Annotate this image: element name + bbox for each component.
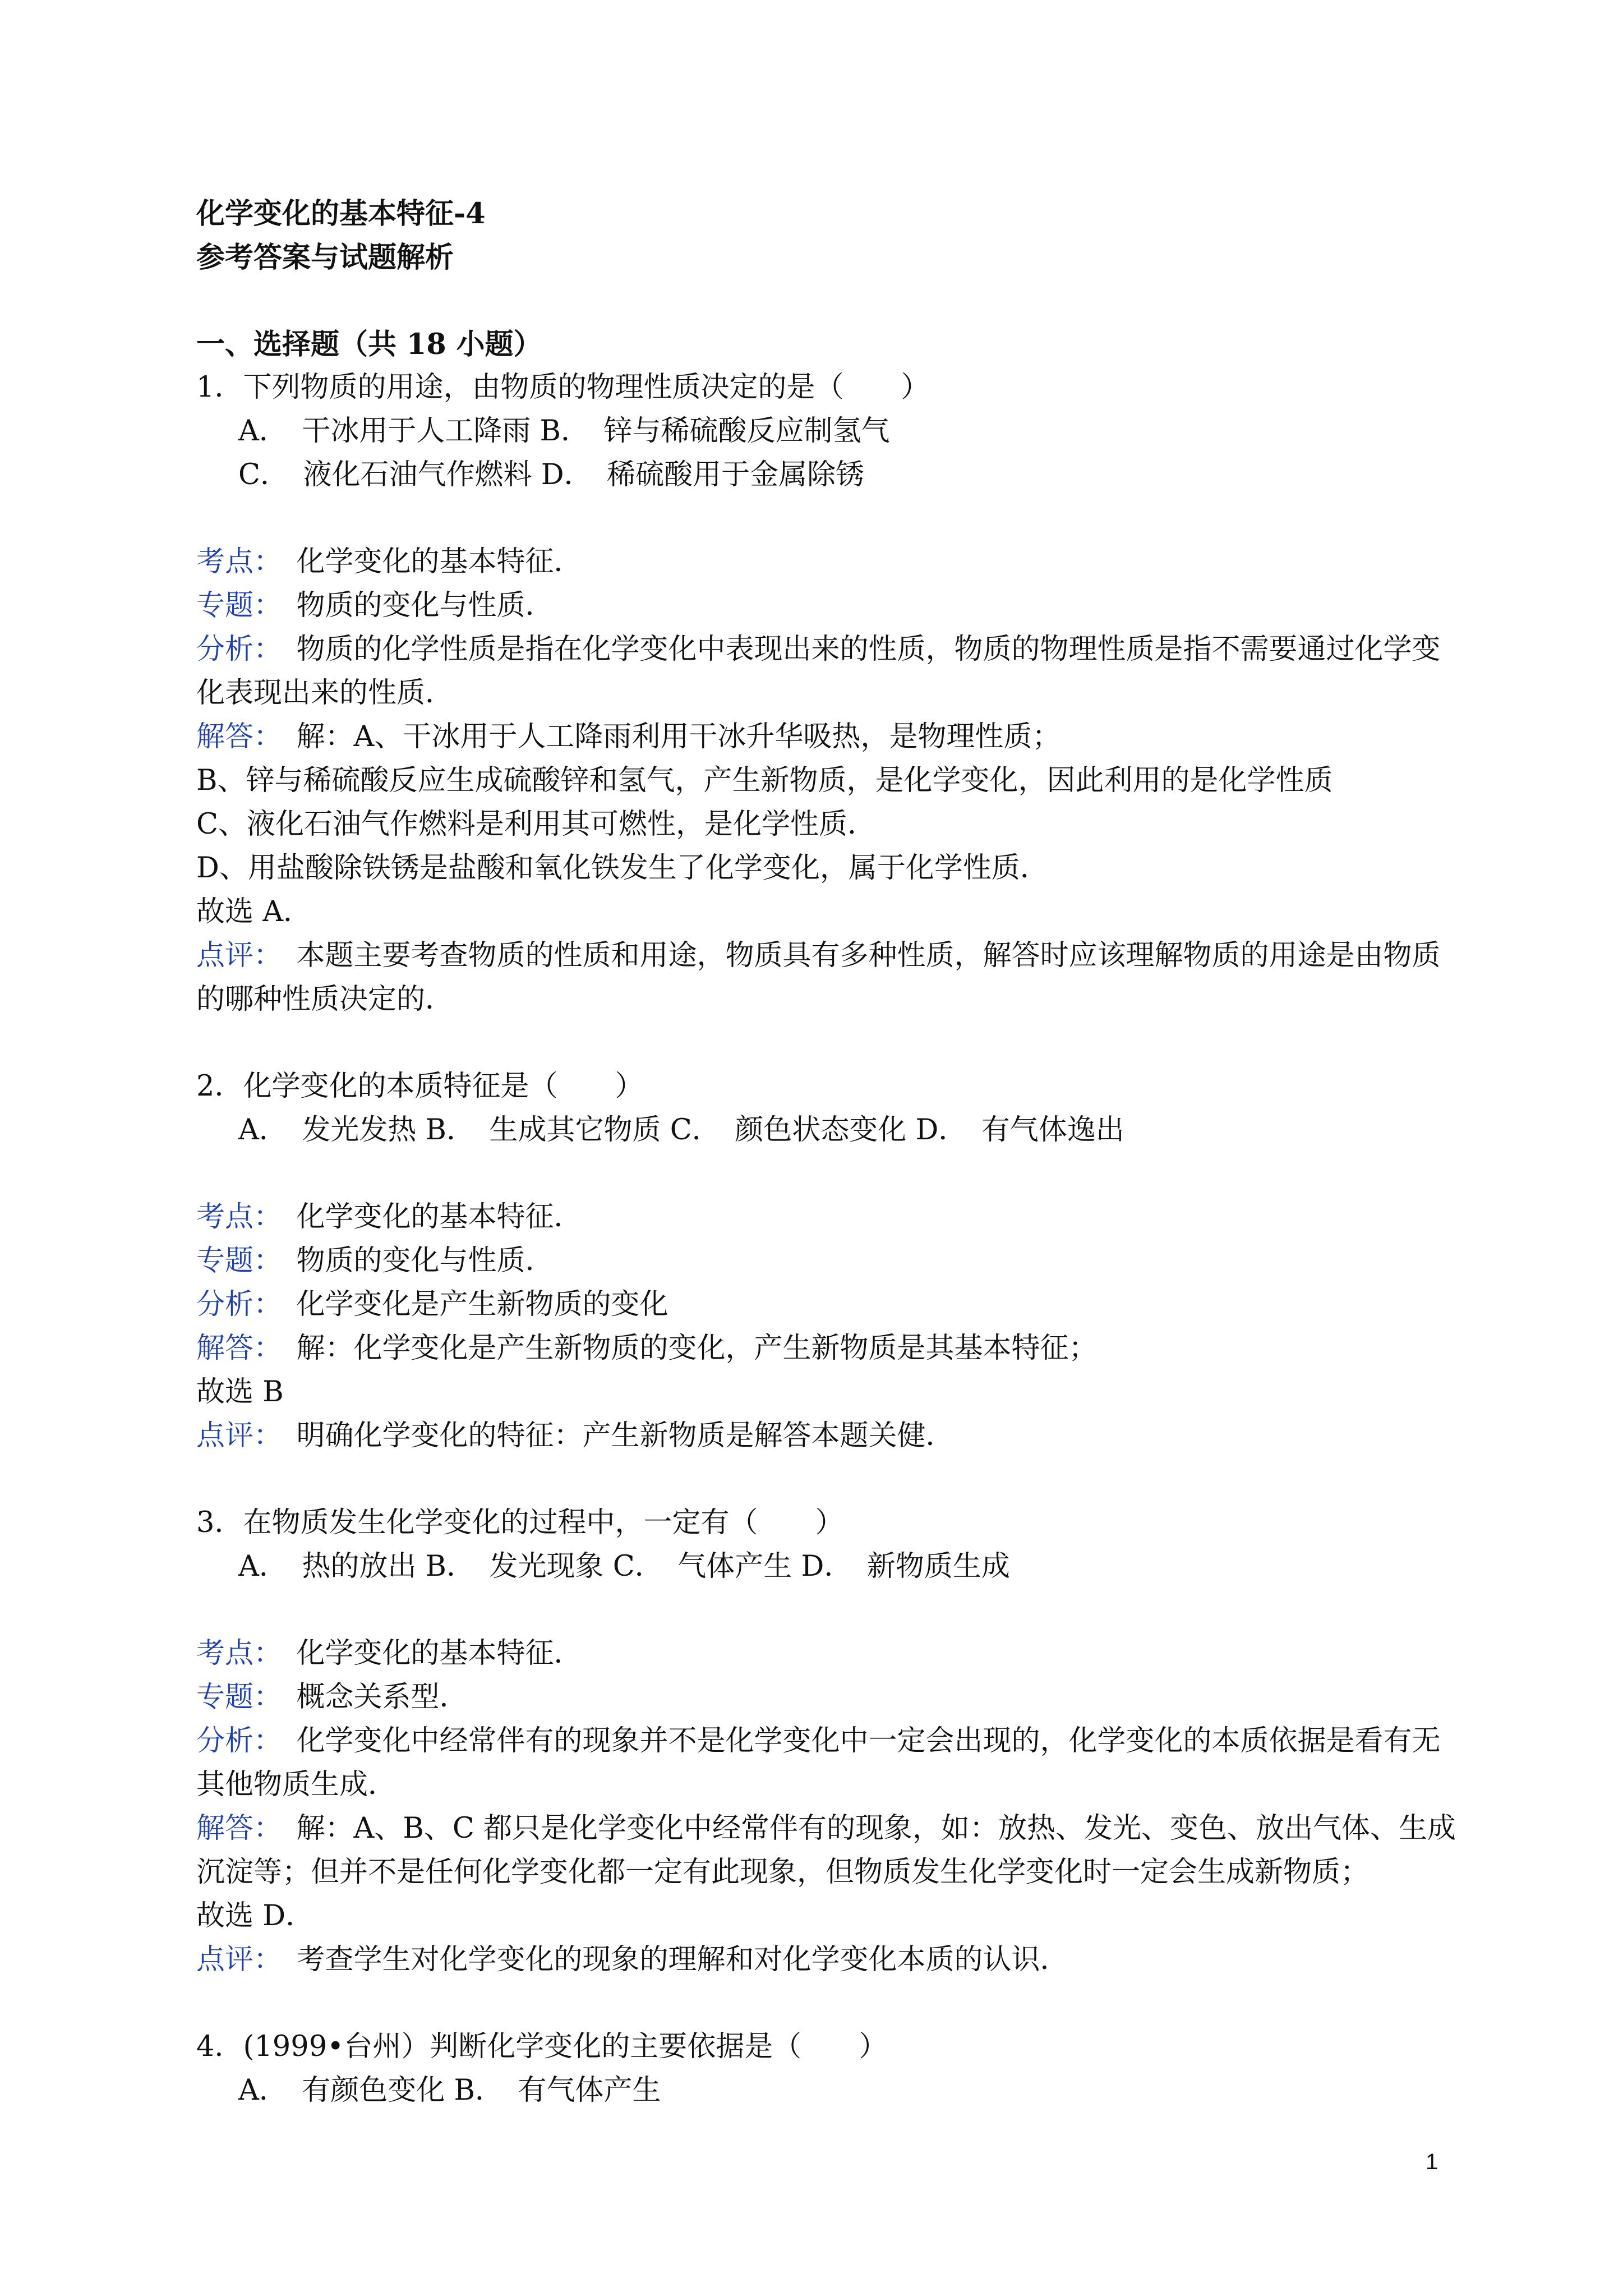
q1-fenxi-continued: 化表现出来的性质．	[196, 677, 454, 710]
question-1-stem: 1．下列物质的用途，由物质的物理性质决定的是（ ）	[196, 371, 930, 404]
q2-answer: 故选 B	[196, 1375, 284, 1409]
doc-subtitle: 参考答案与试题解析	[196, 241, 454, 274]
fenxi-label: 分析：	[196, 1724, 268, 1757]
q2-zhuanti-text: 物质的变化与性质．	[268, 1244, 554, 1277]
q3-zhuanti-row	[196, 1676, 468, 1719]
q1-jieda-line-d: D、用盐酸除铁锈是盐酸和氧化铁发生了化学变化，属于化学性质．	[196, 852, 1049, 885]
q1-zhuanti-text: 物质的变化与性质．	[268, 589, 554, 622]
jieda-label: 解答：	[196, 720, 268, 753]
q1-jieda-row	[196, 715, 1061, 759]
q3-dianping-row	[196, 1938, 1069, 1982]
zhuanti-label: 专题：	[196, 1681, 268, 1714]
question-1-options-row-1: A． 干冰用于人工降雨 B． 锌与稀硫酸反应制氢气	[238, 415, 890, 448]
question-2-stem: 2．化学变化的本质特征是（ ）	[196, 1070, 644, 1103]
kaodian-label: 考点：	[196, 1200, 268, 1234]
kaodian-label: 考点：	[196, 1637, 268, 1670]
q2-fenxi-text: 化学变化是产生新物质的变化	[268, 1288, 668, 1321]
question-2-options-row-1: A． 发光发热 B． 生成其它物质 C． 颜色状态变化 D． 有气体逸出	[238, 1114, 1124, 1147]
q1-zhuanti-row	[196, 584, 554, 628]
question-4-stem: 4．(1999•台州）判断化学变化的主要依据是（ ）	[196, 2030, 888, 2063]
q3-kaodian-text: 化学变化的基本特征．	[268, 1637, 583, 1670]
jieda-label: 解答：	[196, 1332, 268, 1365]
q2-jieda-row	[196, 1327, 1098, 1370]
q3-zhuanti-text: 概念关系型．	[268, 1681, 468, 1714]
q3-dianping-text: 考查学生对化学变化的现象的理解和对化学变化本质的认识．	[268, 1943, 1069, 1976]
doc-title: 化学变化的基本特征-4	[196, 197, 486, 231]
zhuanti-label: 专题：	[196, 589, 268, 622]
question-4-options-row-1: A． 有颜色变化 B． 有气体产生	[238, 2074, 661, 2107]
q3-jieda-row	[196, 1807, 1456, 1851]
jieda-label: 解答：	[196, 1812, 268, 1845]
question-1-options-row-2: C． 液化石油气作燃料 D． 稀硫酸用于金属除锈	[238, 458, 865, 491]
q2-kaodian-text: 化学变化的基本特征．	[268, 1200, 583, 1234]
q1-fenxi-text: 物质的化学性质是指在化学变化中表现出来的性质，物质的物理性质是指不需要通过化学变	[268, 633, 1441, 666]
q1-fenxi-row	[196, 628, 1441, 671]
q3-fenxi-text: 化学变化中经常伴有的现象并不是化学变化中一定会出现的，化学变化的本质依据是看有无	[268, 1724, 1441, 1757]
q1-dianping-continued: 的哪种性质决定的．	[196, 983, 454, 1016]
q1-jieda-text: 解：A、干冰用于人工降雨利用干冰升华吸热，是物理性质；	[268, 720, 1061, 753]
fenxi-label: 分析：	[196, 1288, 268, 1321]
q3-answer: 故选 D．	[196, 1899, 315, 1932]
page-number: 1	[1426, 2150, 1438, 2174]
q2-dianping-text: 明确化学变化的特征：产生新物质是解答本题关健．	[268, 1419, 955, 1452]
question-3-stem: 3．在物质发生化学变化的过程中，一定有（ ）	[196, 1506, 844, 1539]
q2-fenxi-row	[196, 1283, 668, 1327]
q3-jieda-continued: 沉淀等；但并不是任何化学变化都一定有此现象，但物质发生化学变化时一定会生成新物质；	[196, 1856, 1370, 1889]
dianping-label: 点评：	[196, 939, 268, 972]
question-3-options-row-1: A． 热的放出 B． 发光现象 C． 气体产生 D． 新物质生成	[238, 1550, 1010, 1583]
q2-zhuanti-row	[196, 1239, 554, 1283]
kaodian-label: 考点：	[196, 545, 268, 578]
q1-answer: 故选 A．	[196, 895, 312, 928]
q1-jieda-line-b: B、锌与稀硫酸反应生成硫酸锌和氢气，产生新物质，是化学变化，因此利用的是化学性质	[196, 764, 1333, 797]
q2-kaodian-row	[196, 1195, 583, 1239]
q1-dianping-text: 本题主要考查物质的性质和用途，物质具有多种性质，解答时应该理解物质的用途是由物质	[268, 939, 1441, 972]
q3-jieda-text: 解：A、B、C 都只是化学变化中经常伴有的现象，如：放热、发光、变色、放出气体、生成	[268, 1812, 1456, 1845]
q1-jieda-line-c: C、液化石油气作燃料是利用其可燃性，是化学性质．	[196, 808, 877, 841]
dianping-label: 点评：	[196, 1943, 268, 1976]
dianping-label: 点评：	[196, 1419, 268, 1452]
q2-jieda-text: 解：化学变化是产生新物质的变化，产生新物质是其基本特征；	[268, 1332, 1098, 1365]
zhuanti-label: 专题：	[196, 1244, 268, 1277]
q3-fenxi-row	[196, 1719, 1441, 1763]
fenxi-label: 分析：	[196, 633, 268, 666]
q3-fenxi-continued: 其他物质生成．	[196, 1768, 397, 1801]
q1-kaodian-text: 化学变化的基本特征．	[268, 545, 583, 578]
section-heading: 一、选择题（共 18 小题）	[196, 328, 542, 361]
q1-dianping-row	[196, 934, 1441, 978]
q2-dianping-row	[196, 1414, 955, 1458]
q1-kaodian-row	[196, 540, 583, 584]
q3-kaodian-row	[196, 1632, 583, 1676]
